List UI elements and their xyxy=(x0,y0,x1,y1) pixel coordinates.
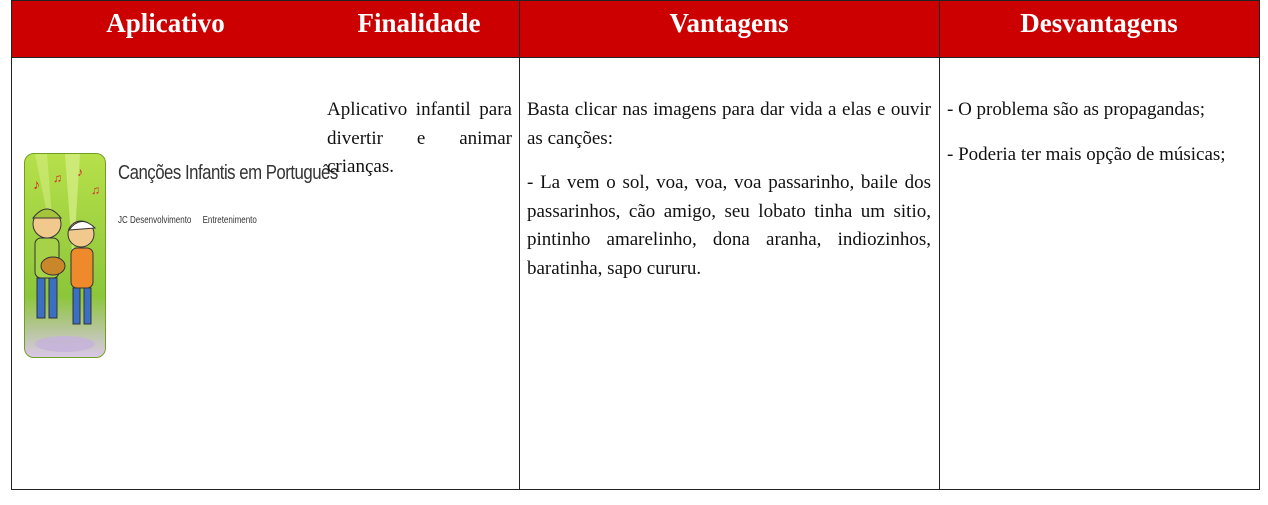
app-category: Entretenimento xyxy=(202,215,257,226)
svg-text:♫: ♫ xyxy=(53,171,62,185)
app-title: Canções Infantis em Português xyxy=(118,162,338,184)
svg-text:♪: ♪ xyxy=(33,178,40,193)
app-listing xyxy=(24,153,338,363)
svg-text:♪: ♪ xyxy=(77,165,83,179)
desvantagens-item-1: - O problema são as propagandas; xyxy=(947,99,1206,120)
app-meta xyxy=(118,207,257,236)
app-developer: JC Desenvolvimento xyxy=(118,215,192,226)
vantagens-intro: Basta clicar nas imagens para dar vida a elas e ouvir as canções: xyxy=(527,99,931,149)
column-divider xyxy=(519,1,520,489)
cell-aplicativo xyxy=(12,58,338,489)
finalidade-text: Aplicativo infantil para divertir e animar crianças. xyxy=(327,99,512,177)
cell-finalidade xyxy=(327,58,512,489)
column-divider xyxy=(939,1,940,489)
table-header-row xyxy=(12,1,1259,58)
svg-text:♫: ♫ xyxy=(91,183,100,197)
vantagens-songs: - La vem o sol, voa, voa, voa passarinho, baile dos passarinhos, cão amigo, seu lobato tinha um sitio, pintinho amarelinho, dona aranha, indiozinhos, baratinha, sapo cururu. xyxy=(527,172,931,279)
header-aplicativo: Aplicativo xyxy=(106,8,225,38)
cell-vantagens xyxy=(527,58,931,489)
header-vantagens: Vantagens xyxy=(669,8,789,38)
header-desvantagens: Desvantagens xyxy=(1020,8,1178,38)
cartoon-children-singing-icon xyxy=(24,153,106,358)
cell-desvantagens xyxy=(947,58,1257,489)
desvantagens-item-2: - Poderia ter mais opção de músicas; xyxy=(947,143,1226,165)
comparison-table xyxy=(11,0,1260,490)
header-finalidade: Finalidade xyxy=(357,8,481,38)
